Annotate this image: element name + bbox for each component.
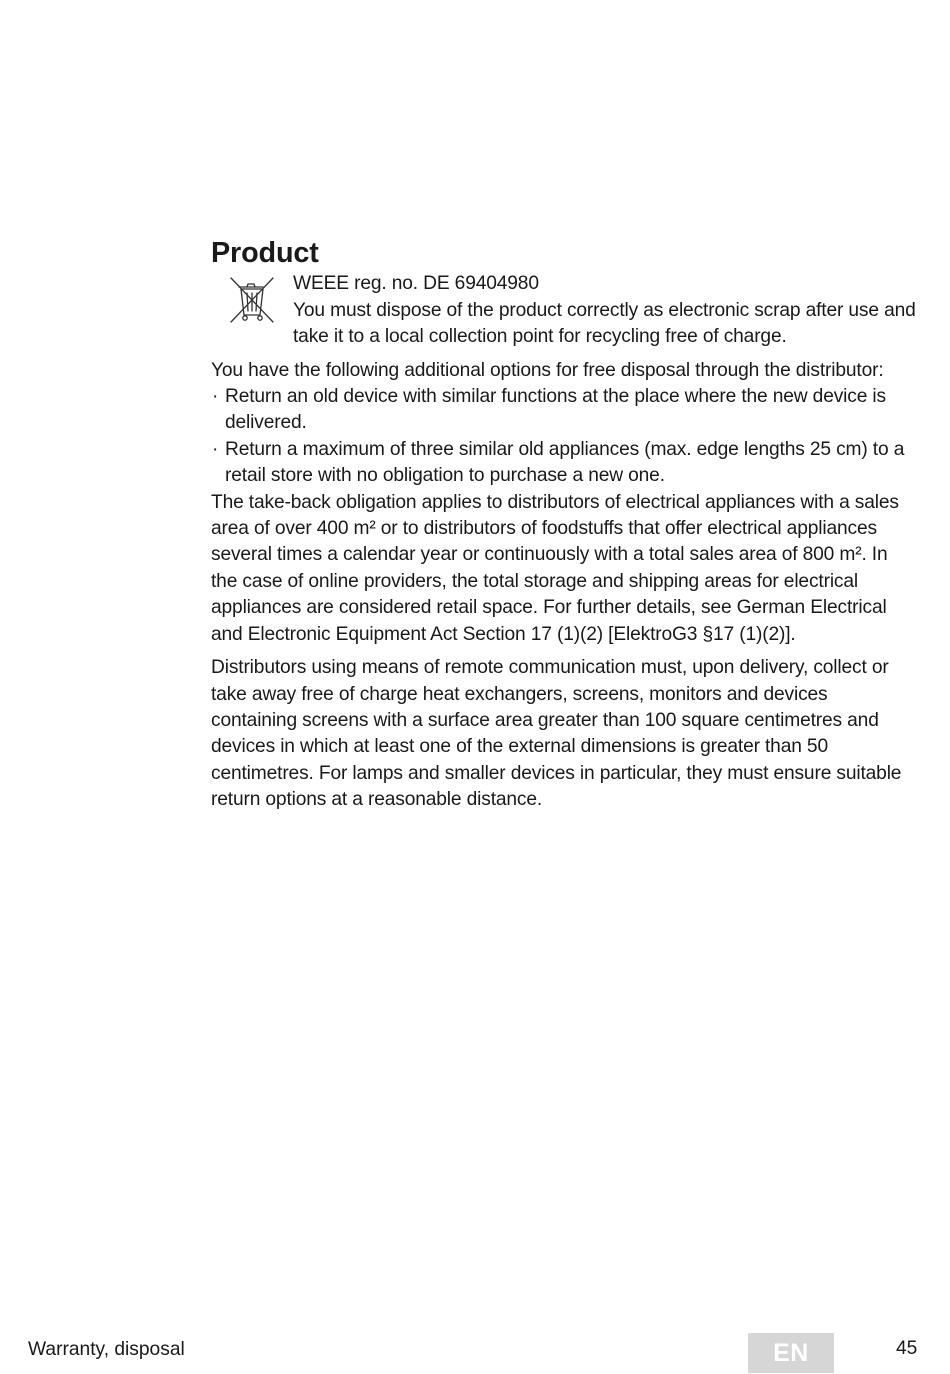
weee-block [211, 271, 916, 350]
crossed-out-wheelie-bin-icon [227, 275, 277, 325]
weee-registration-number: WEEE reg. no. DE 69404980 [293, 273, 539, 295]
language-badge: EN [748, 1333, 834, 1373]
disposal-options-list [211, 384, 916, 490]
remote-distributors-paragraph: Distributors using means of remote communication must, upon delivery, collect or take away free of charge heat exchangers, screens, monitors and devices containing screens with a surface area greater than 100 square centimetres and devices in which at least one of the external dimensions is greater than 50 centimetres. For lamps and smaller devices in particular, they must ensure suitable return options at a reasonable distance. [211, 657, 902, 811]
bullet-dot: · [212, 386, 219, 408]
footer-section-name: Warranty, disposal [28, 1339, 185, 1360]
list-item-text: Return a maximum of three similar old appliances (max. edge lengths 25 cm) to a retail store with no obligation to purchase a new one. [225, 438, 905, 487]
page-number: 45 [896, 1338, 918, 1359]
take-back-paragraph: The take-back obligation applies to distributors of electrical appliances with a sales area of over 400 m² or to distributors of foodstuffs that offer electrical appliances several times a calendar year or continuously with a total sales area of 800 m². In the case of online providers, the total storage and shipping areas for electrical appliances are considered retail space. For further details, see German Electrical and Electronic Equipment Act Section 17 (1)(2) [ElektroG3 §17 (1)(2)]. [211, 491, 899, 645]
main-content [211, 237, 916, 814]
section-title: Product [211, 237, 319, 269]
list-item-text: Return an old device with similar functions at the place where the new device is delivered. [225, 386, 886, 434]
options-intro: You have the following additional options for free disposal through the distributor: [211, 359, 884, 381]
weee-disposal-text: You must dispose of the product correctly as electronic scrap after use and take it to a local collection point for recycling free of charge. [293, 299, 916, 348]
list-item [211, 437, 916, 490]
list-item [211, 384, 916, 437]
bullet-dot: · [212, 438, 219, 460]
